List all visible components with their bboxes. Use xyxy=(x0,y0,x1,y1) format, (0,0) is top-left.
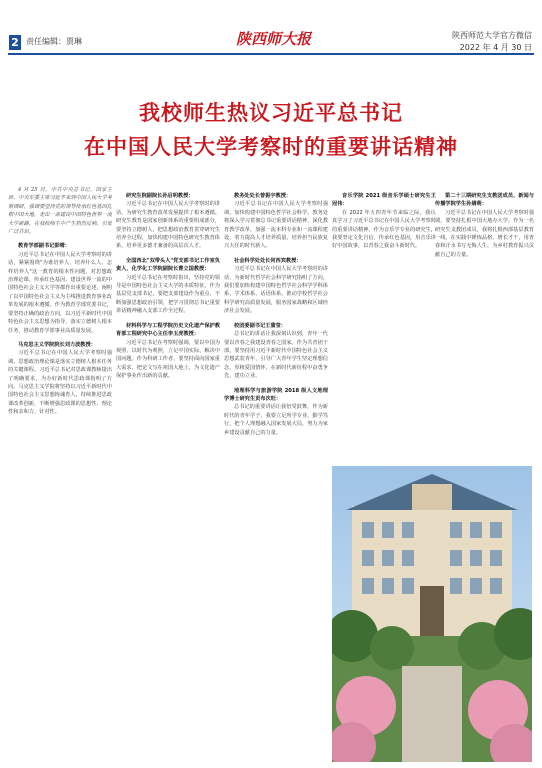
section-title: 音乐学院 2021 级音乐学硕士研究生王冠伟： xyxy=(332,193,436,208)
page-number: 2 xyxy=(9,35,21,50)
campus-building-illustration xyxy=(332,466,532,762)
section-body: 习近平总书记在中国人民大学考察时的讲话，为研究生教育改革发展提供了根本遵循。研究生教育是国家创新体系的重要组成部分，要坚持立德树人，把思想政治教育贯穿研究生培养全过程，加快构建中国特色研究生教育体系，培养更多德才兼备的高层次人才。 xyxy=(116,201,220,250)
section-title: 第二十三期研究生支教团成员、新闻与传播学院学生孙婧萌： xyxy=(435,193,534,208)
article-column-4 xyxy=(332,186,436,464)
section-body: 总书记的讲话让我深刻认识到，青年一代要以青春之我建设青春之国家。作为共青团干部，要坚持用习近平新时代中国特色社会主义思想武装青年，引导广大青年学生坚定理想信念，厚植爱国情怀，在新时代新征程中奋勇争先、建功立业。 xyxy=(224,331,328,380)
article-column-2 xyxy=(116,186,220,686)
page-header xyxy=(0,0,542,56)
section-title: 材料科学与工程学院历史文化遗产保护教育部工程研究中心主任李玉虎教授： xyxy=(116,322,220,338)
campus-building-photo xyxy=(332,466,532,762)
official-wechat-label: 陕西师范大学官方微信 xyxy=(452,31,532,40)
section-body: 习近平总书记在考察时指出，坚持党的领导是中国特色社会主义大学的本质特征。作为基层党支部书记，要把支部建设作为重点，不断加强思想政治引领，把学习贯彻总书记重要讲话精神融入支部工作全过程。 xyxy=(116,274,220,315)
lead-paragraph: 4 月 25 日，中共中央总书记、国家主席、中央军委主席习近平来到中国人民大学考察调研，强调要坚持党的领导传承红色基因扎根中国大地，走出一条建设中国特色世界一流大学新路。在我校师生中产生热烈反响。引发广泛共识。 xyxy=(8,187,112,236)
issue-date: 2022 年 4 月 30 日 xyxy=(459,43,532,52)
header-rule xyxy=(8,53,534,55)
section-title: 研究生院副院长孙启明教授： xyxy=(126,193,194,199)
headline-line-1: 我校师生热议习近平总书记 xyxy=(139,101,403,125)
section-body: 习近平总书记在中国人民大学考察时强调，思想政治理论课是落实立德树人根本任务的关键课程。习近平总书记对思政课教师提出了明确要求，为办好新时代思政课指明了方向。马克思主义学院将坚持以习近平新时代中国特色社会主义思想铸魂育人，持续推进思政课改革创新，不断增强思政课的思想性、理论性和亲和力、针对性。 xyxy=(8,350,112,416)
section-body: 总书记的重要讲话让我倍受鼓舞。作为新时代的青年学子，我要立足所学专业，勤学笃行，把个人理想融入国家发展大局，努力为家乡建设贡献自己的力量。 xyxy=(224,404,328,436)
section-title: 地理科学与旅游学院 2018 级人文地理学博士研究生贡布次旺： xyxy=(224,387,328,402)
page-editor: 责任编辑：贾琳 xyxy=(26,37,82,46)
section-title: 马克思主义学院院长刘力波教授： xyxy=(18,341,96,348)
section-title: 社会科学处处长何西宾教授： xyxy=(234,257,302,264)
section-body: 习近平总书记在中国人民大学考察时的讲话，紧紧围绕"为谁培养人、培养什么人、怎样培养人"这一教育的根本性问题，对思想政治理论课、传承红色基因、建设世界一流的中国特色社会主义大学等都作出重要论述，阐明了以中国特色社会主义为主线推进教育事业改革发展的根本遵循。作为教育学部党委书记，要坚持正确的政治方向，以习近平新时代中国特色社会主义思想为指导，落实立德树人根本任务，推动教育学部事业高质量发展。 xyxy=(8,251,112,334)
section-body: 习近平总书记在中国人民大学考察时的讲话，为新时代哲学社会科学研究指明了方向。我们要加快构建中国特色哲学社会科学学科体系、学术体系、话语体系，推动学校哲学社会科学研究高质量发展，服务国家战略和区域经济社会发展。 xyxy=(224,266,328,315)
section-title: 全国西北"双带头人"党支部书记工作室负责人、化学化工学院副院长曹立国教授： xyxy=(116,257,220,273)
section-title: 教育学部副书记彭晴： xyxy=(18,243,70,250)
section-body: 在 2022 年五四青年节来临之际，我认真学习了习近平总书记在中国人民大学考察时的重要讲话精神。作为音乐学专业的研究生，我要坚定文化自信，传承红色基因，用音乐讲好中国故事，以青春之我奋斗新时代。 xyxy=(332,209,436,250)
newspaper-masthead: 陕西师大报 xyxy=(236,30,312,48)
section-body: 习近平总书记在中国人民大学考察时强调，加快构建中国特色哲学社会科学。教务处将深入学习贯彻总书记重要讲话精神，深化教育教学改革，加强一流本科专业和一流课程建设，着力提高人才培养质量，培养担当民族复兴大任的时代新人。 xyxy=(224,201,328,250)
section-title: 教务处处长曾振宇教授： xyxy=(234,193,292,199)
article-column-1 xyxy=(8,186,112,686)
section-title: 校团委副书记王蒲莹： xyxy=(234,322,286,329)
section-body: 习近平总书记在考察时强调，要以中国为观照、以时代为观照，立足中国实际，解决中国问题。作为科研工作者，要坚持面向国家重大需求，把论文写在祖国大地上，为文化遗产保护事业作出新的贡献。 xyxy=(116,339,220,380)
header-right-info xyxy=(452,30,532,54)
headline-line-2: 在中国人民大学考察时的重要讲话精神 xyxy=(84,135,458,159)
article-column-3 xyxy=(224,186,328,686)
section-body: 习近平总书记在中国人民大学考察时强调，要坚持扎根中国大地办大学。作为一名研究生支教团成员，我将扎根西部基层教育一线，在实践中锤炼品格、增长才干，用青春和汗水书写无悔人生，为乡村教育振兴贡献自己的力量。 xyxy=(435,209,534,258)
